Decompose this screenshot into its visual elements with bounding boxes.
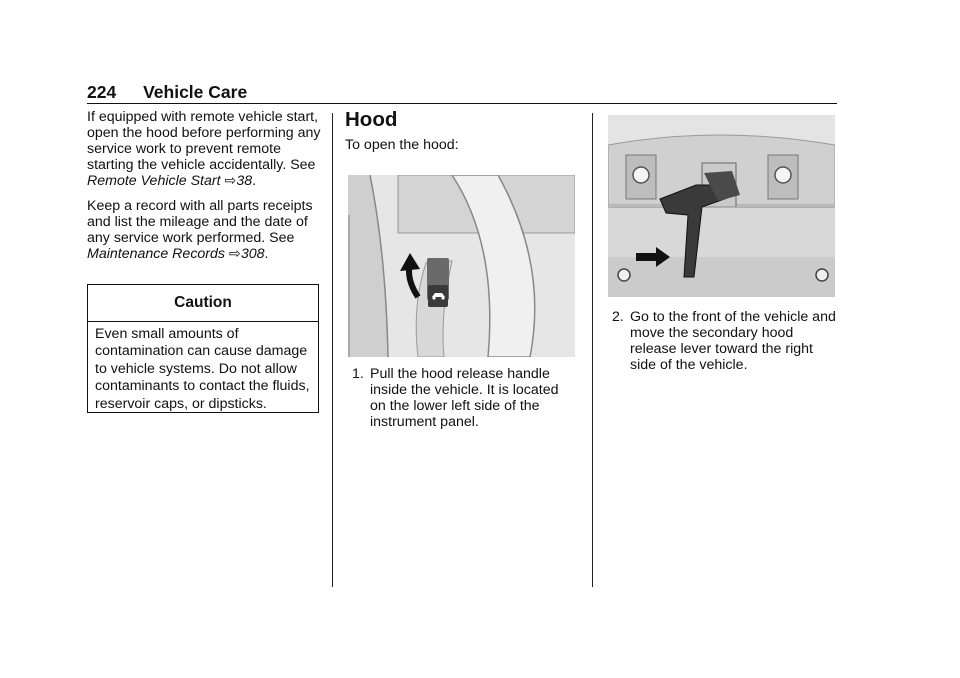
step-number: 1.: [352, 366, 364, 382]
xref-arrow-icon: ⇨: [228, 246, 241, 262]
xref-arrow-icon: ⇨: [224, 173, 237, 189]
step-2: [612, 309, 836, 373]
header-rule: [87, 103, 837, 104]
caution-title: Caution: [174, 294, 232, 311]
page-header: [87, 82, 247, 103]
caution-box: [87, 284, 319, 413]
records-paragraph: Keep a record with all parts receipts and list the mileage and the date of any service work performed. See Maintenance Records ⇨308.: [87, 198, 313, 262]
maintenance-records-page[interactable]: 308: [240, 246, 265, 262]
secondary-hood-latch-illustration: [608, 115, 835, 297]
remote-start-link[interactable]: Remote Vehicle Start: [87, 173, 221, 189]
left-column: [87, 109, 323, 271]
column-divider-right: [592, 113, 593, 587]
remote-start-paragraph: If equipped with remote vehicle start, open the hood before performing any service work to prevent remote starting the vehicle accidentally. See Remote Vehicle Start ⇨38.: [87, 109, 321, 189]
caution-body: Even small amounts of contamination can cause damage to vehicle systems. Do not allow contaminants to contact the fluids, reservoir caps, or dipsticks.: [95, 326, 310, 412]
step-text: Go to the front of the vehicle and move the secondary hood release lever toward the right side of the vehicle.: [630, 309, 836, 373]
section-title: Vehicle Care: [143, 82, 248, 102]
hood-release-handle-illustration: [348, 175, 575, 357]
step-number: 2.: [612, 309, 624, 325]
remote-start-page[interactable]: 38: [236, 173, 253, 189]
maintenance-records-link[interactable]: Maintenance Records: [87, 246, 226, 262]
hood-intro: To open the hood:: [345, 137, 459, 153]
page-number: 224: [87, 82, 117, 102]
step-text: Pull the hood release handle inside the vehicle. It is located on the lower left side of the instrument panel.: [370, 366, 559, 430]
step-1: [352, 366, 576, 430]
caution-divider: [88, 321, 318, 322]
hood-heading: Hood: [345, 108, 398, 131]
column-divider-left: [332, 113, 333, 587]
